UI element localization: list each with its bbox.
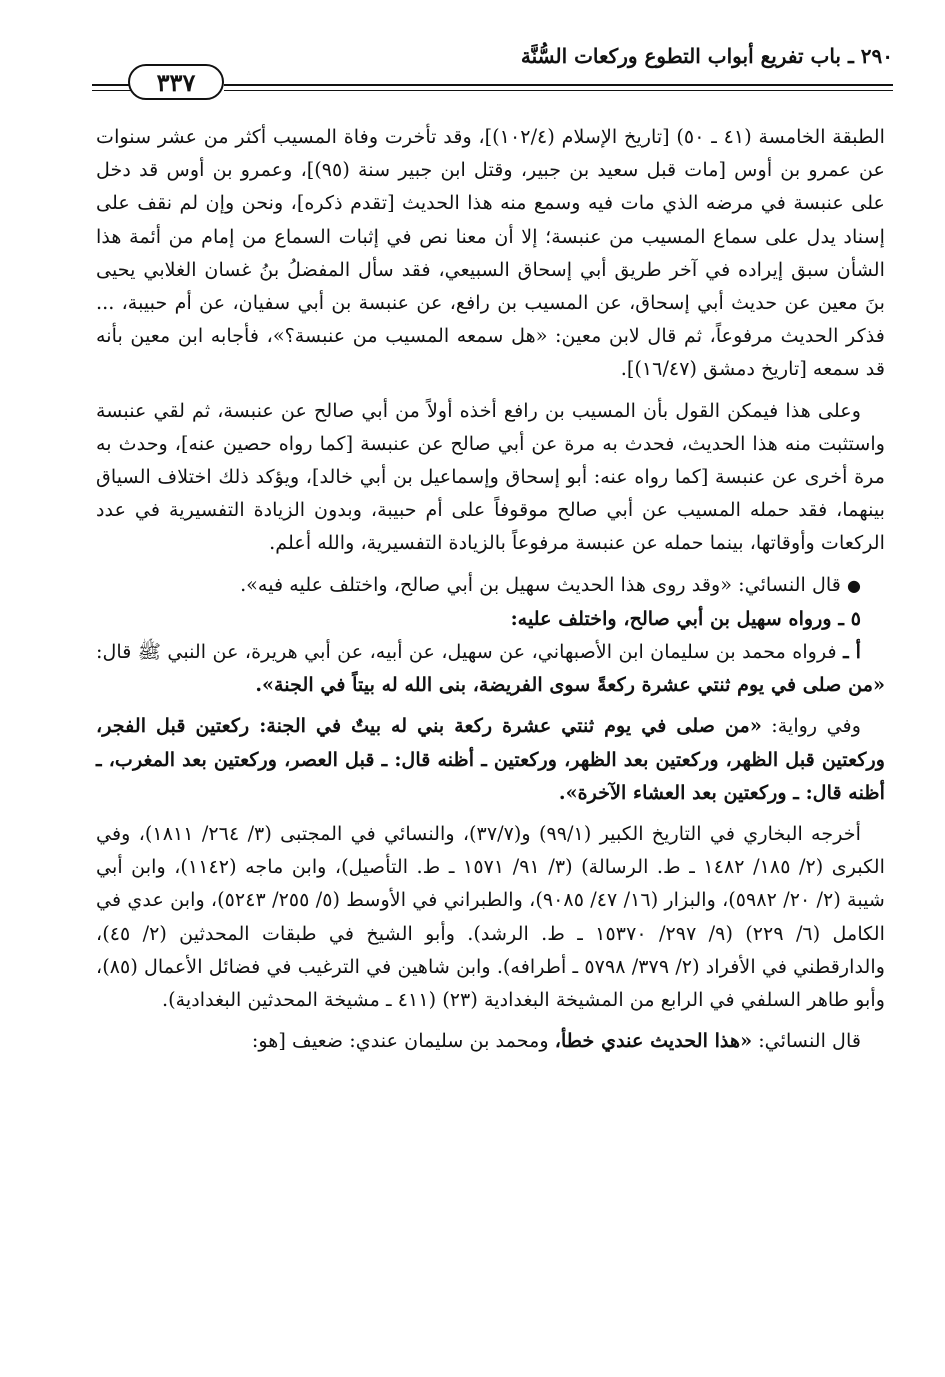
paragraph-6-quote: «من صلى في يوم ثنتي عشرة ركعة بني له بيتٌ في الجنة: ركعتين قبل الفجر، وركعتين قبل الظهر، وركعتين بعد الظهر، وركعتين ـ أظنه قال: ـ قبل العصر، وركعتين بعد المغرب، ـ أظنه قال: ـ وركعتين بعد العشاء الآخرة». (96, 714, 885, 804)
paragraph-1: الطبقة الخامسة (٤١ ـ ٥٠) [تاريخ الإسلام (١٠٢/٤)]، وقد تأخرت وفاة المسيب أكثر من عشر سنوات عن عمرو بن أوس [مات قبل سعيد بن جبير، وقتل ابن جبير سنة (٩٥)]، وعمرو بن أوس قد دخل على عنبسة في مرضه الذي مات فيه وسمع منه هذا الحديث [تقدم ذكره]، ونحن وإن لم نقف على إسناد يدل على سماع المسيب من عنبسة؛ إلا أن معنا نص في إثبات السماع من إمام من أئمة هذا الشأن سبق إيراده في آخر طريق أبي إسحاق السبيعي، فقد سأل المفضلُ بنُ غسان الغلابي يحيى بنَ معين عن حديث أبي إسحاق، عن المسيب بن رافع، عن عنبسة بن أبي سفيان، عن أم حبيبة، ... فذكر الحديث مرفوعاً، ثم قال لابن معين: «هل سمعه المسيب من عنبسة؟»، فأجابه ابن معين بأنه قد سمعه [تاريخ دمشق (١٦/٤٧)]. (96, 125, 886, 381)
paragraph-3 (96, 568, 885, 602)
paragraph-5-quote: «من صلى في يوم ثنتي عشرة ركعةً سوى الفريضة، بنى الله له بيتاً في الجنة». (255, 673, 885, 697)
paragraph-8-intro: قال النسائي: (758, 1029, 861, 1053)
paragraph-5 (96, 635, 885, 701)
page-body (96, 120, 885, 1057)
paragraph-8-text: ومحمد بن سليمان عندي: ضعيف [هو: (251, 1029, 549, 1053)
header-rule-left-top (92, 84, 132, 86)
paragraph-8-quote: «هذا الحديث عندي خطأ، (554, 1029, 753, 1053)
paragraph-3-text: قال النسائي: «وقد روى هذا الحديث سهيل بن أبي صالح، واختلف عليه فيه». (240, 572, 841, 596)
section-heading: ٥ ـ ورواه سهيل بن أبي صالح، واختلف عليه: (510, 606, 861, 630)
header-rule-top (224, 84, 893, 86)
paragraph-2: وعلى هذا فيمكن القول بأن المسيب بن رافع أخذه أولاً من أبي صالح عن عنبسة، ثم لقي عنبسة واستثبت منه هذا الحديث، فحدث به مرة عن أبي صالح عن عنبسة [كما رواه حصين عنه]، وحدث به مرة أخرى عن عنبسة [كما رواه عنه: أبو إسحاق وإسماعيل بن أبي خالد]، ويؤكد ذلك اختلاف السياق بينهما، فقد حمله المسيب عن أبي صالح موقوفاً على أم حبيبة، وبدون الزيادة التفسيرية في عدد الركعات وأوقاتها، بينما حمله عن عنبسة مرفوعاً بالزيادة التفسيرية، والله أعلم. (96, 398, 885, 555)
header-rule-left-bottom (92, 90, 132, 91)
paragraph-7: أخرجه البخاري في التاريخ الكبير (٩٩/١) و(٣٧/٧)، والنسائي في المجتبى (٣/ ٢٦٤/ ١٨١١)، وفي الكبرى (٢/ ١٨٥/ ١٤٨٢ ـ ط. الرسالة) (٣/ ٩١/ ١٥٧١ ـ ط. التأصيل)، وابن ماجه (١١٤٢)، وابن أبي شيبة (٢/ ٢٠/ ٥٩٨٢)، والبزار (١٦/ ٤٧/ ٩٠٨٥)، والطبراني في الأوسط (٥/ ٢٥٥/ ٥٢٤٣)، وابن عدي في الكامل (٦/ ٢٢٩) (٩/ ٢٩٧/ ١٥٣٧٠ ـ ط. الرشد). وأبو الشيخ في طبقات المحدثين (٢/ ٤٥)، والدارقطني في الأفراد (٢/ ٣٧٩/ ٥٧٩٨ ـ أطرافه). وابن شاهين في الترغيب في فضائل الأعمال (٨٥)، وأبو طاهر السلفي في الرابع من المشيخة البغدادية (٢٣) (٤١١ ـ مشيخة المحدثين البغدادية). (96, 822, 885, 1012)
page-number: ٣٣٧ (156, 67, 196, 97)
paragraph-6 (96, 709, 885, 809)
page-header (92, 40, 893, 100)
paragraph-5-lead: أ ـ (843, 640, 861, 664)
paragraph-5-text: فرواه محمد بن سليمان ابن الأصبهاني، عن سهيل، عن أبيه، عن أبي هريرة، عن النبي ﷺ قال: (96, 640, 837, 664)
running-title: ٢٩٠ ـ باب تفريع أبواب التطوع وركعات السُّنَّة (520, 44, 893, 68)
paragraph-6-intro: وفي رواية: (771, 714, 861, 738)
bullet-icon: ● (847, 575, 861, 595)
page-number-badge (128, 64, 224, 100)
paragraph-8 (96, 1024, 885, 1057)
header-rule-bottom (224, 90, 893, 91)
